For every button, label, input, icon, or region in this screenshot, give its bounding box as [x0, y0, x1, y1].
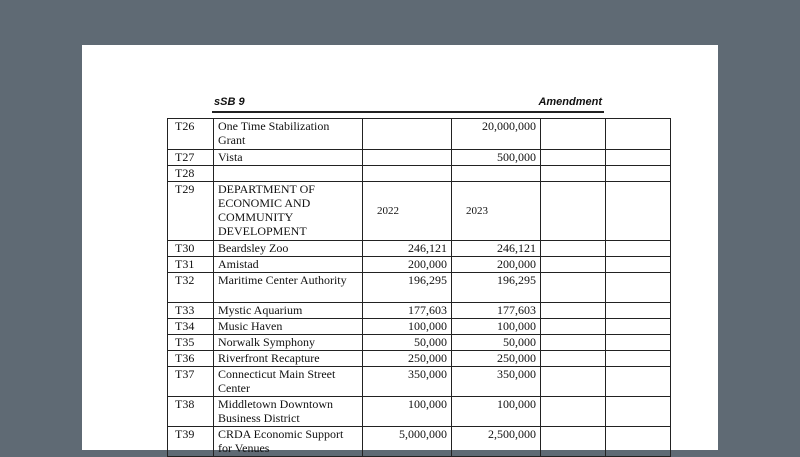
amount-2023: 196,295	[452, 273, 541, 303]
line-number: T37	[168, 367, 214, 397]
amount-2023: 246,121	[452, 241, 541, 257]
line-number: T29	[168, 182, 214, 241]
amount-2022: 350,000	[363, 367, 452, 397]
amount-2022	[363, 150, 452, 166]
line-number: T28	[168, 166, 214, 182]
empty-cell	[606, 427, 671, 457]
empty-cell	[541, 397, 606, 427]
amount-2023: 250,000	[452, 351, 541, 367]
program-name: Riverfront Recapture	[214, 351, 363, 367]
program-name: Connecticut Main Street Center	[214, 367, 363, 397]
amount-2022: 5,000,000	[363, 427, 452, 457]
table-row	[168, 273, 671, 303]
program-name	[214, 166, 363, 182]
empty-cell	[606, 150, 671, 166]
amount-2022: 50,000	[363, 335, 452, 351]
empty-cell	[606, 319, 671, 335]
amount-2022: 100,000	[363, 397, 452, 427]
empty-cell	[541, 427, 606, 457]
program-name: One Time Stabilization Grant	[214, 119, 363, 150]
table-row	[168, 397, 671, 427]
table-row	[168, 241, 671, 257]
line-number: T34	[168, 319, 214, 335]
program-name: Music Haven	[214, 319, 363, 335]
table-row	[168, 119, 671, 150]
amount-2023: 100,000	[452, 319, 541, 335]
empty-cell	[541, 241, 606, 257]
amount-2022: 100,000	[363, 319, 452, 335]
empty-cell	[606, 351, 671, 367]
year-2023-heading: 2023	[452, 182, 541, 241]
empty-cell	[541, 119, 606, 150]
appropriations-table	[167, 118, 671, 457]
empty-cell	[606, 367, 671, 397]
amount-2023	[452, 166, 541, 182]
program-name: Vista	[214, 150, 363, 166]
amount-2023: 350,000	[452, 367, 541, 397]
empty-cell	[541, 257, 606, 273]
empty-cell	[541, 273, 606, 303]
program-name: Norwalk Symphony	[214, 335, 363, 351]
amount-2023: 50,000	[452, 335, 541, 351]
program-name: Beardsley Zoo	[214, 241, 363, 257]
empty-cell	[541, 303, 606, 319]
amount-2023: 20,000,000	[452, 119, 541, 150]
program-name: Mystic Aquarium	[214, 303, 363, 319]
empty-cell	[541, 166, 606, 182]
line-number: T39	[168, 427, 214, 457]
empty-cell	[541, 335, 606, 351]
empty-cell	[541, 367, 606, 397]
amount-2022	[363, 119, 452, 150]
empty-cell	[541, 351, 606, 367]
line-number: T30	[168, 241, 214, 257]
program-name: CRDA Economic Support for Venues	[214, 427, 363, 457]
line-number: T36	[168, 351, 214, 367]
table-row	[168, 166, 671, 182]
table-row	[168, 319, 671, 335]
empty-cell	[606, 257, 671, 273]
empty-cell	[606, 182, 671, 241]
line-number: T31	[168, 257, 214, 273]
amount-2022: 177,603	[363, 303, 452, 319]
empty-cell	[541, 319, 606, 335]
table-row	[168, 351, 671, 367]
document-page	[82, 45, 718, 455]
table-row	[168, 335, 671, 351]
table-row	[168, 303, 671, 319]
amount-2023: 100,000	[452, 397, 541, 427]
amount-2022	[363, 166, 452, 182]
line-number: T27	[168, 150, 214, 166]
table-row	[168, 257, 671, 273]
year-2022-heading: 2022	[363, 182, 452, 241]
empty-cell	[606, 166, 671, 182]
line-number: T26	[168, 119, 214, 150]
line-number: T35	[168, 335, 214, 351]
table-row-section-header	[168, 182, 671, 241]
amount-2023: 177,603	[452, 303, 541, 319]
amount-2023: 2,500,000	[452, 427, 541, 457]
department-heading: DEPARTMENT OF ECONOMIC AND COMMUNITY DEVELOPMENT	[214, 182, 363, 241]
amount-2022: 250,000	[363, 351, 452, 367]
table-row	[168, 367, 671, 397]
program-name: Amistad	[214, 257, 363, 273]
table-row	[168, 427, 671, 457]
amendment-label: Amendment	[538, 96, 602, 108]
empty-cell	[606, 397, 671, 427]
table-row	[168, 150, 671, 166]
amount-2023: 200,000	[452, 257, 541, 273]
line-number: T33	[168, 303, 214, 319]
page-header	[212, 95, 604, 113]
empty-cell	[606, 273, 671, 303]
line-number: T32	[168, 273, 214, 303]
amount-2023: 500,000	[452, 150, 541, 166]
amount-2022: 200,000	[363, 257, 452, 273]
empty-cell	[606, 241, 671, 257]
empty-cell	[606, 335, 671, 351]
program-name: Maritime Center Authority	[214, 273, 363, 303]
empty-cell	[606, 119, 671, 150]
line-number: T38	[168, 397, 214, 427]
amount-2022: 246,121	[363, 241, 452, 257]
program-name: Middletown Downtown Business District	[214, 397, 363, 427]
amount-2022: 196,295	[363, 273, 452, 303]
empty-cell	[541, 182, 606, 241]
empty-cell	[541, 150, 606, 166]
bill-number: sSB 9	[214, 96, 245, 108]
empty-cell	[606, 303, 671, 319]
